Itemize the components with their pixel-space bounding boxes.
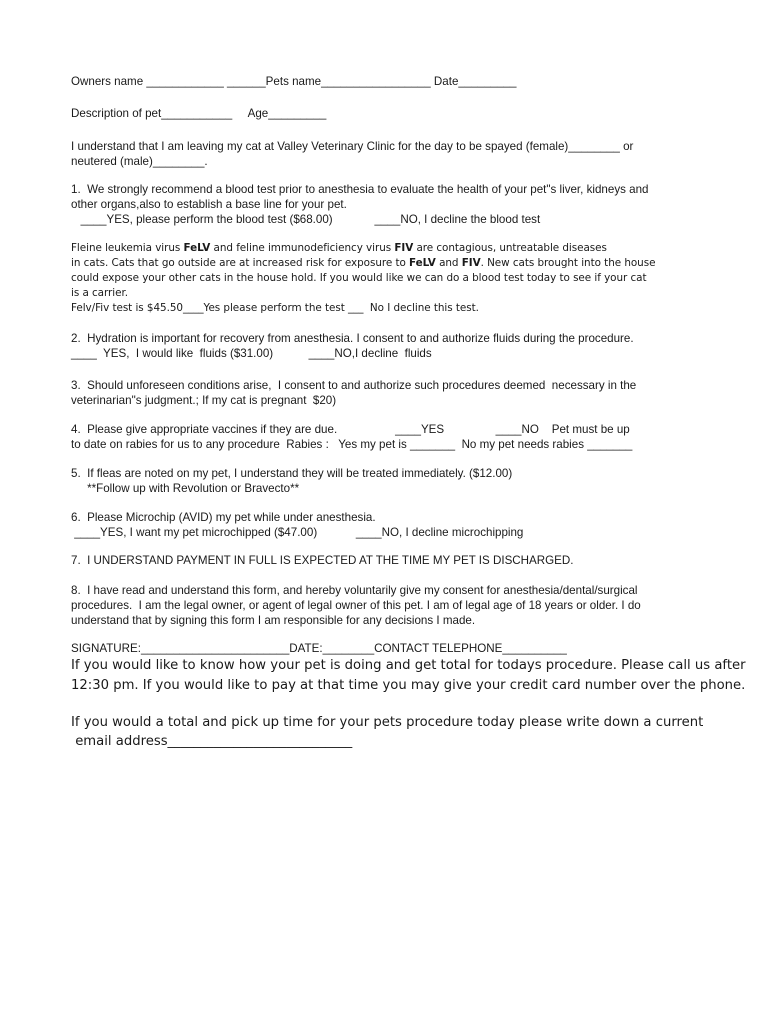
felv-test-choice[interactable]: Felv/Fiv test is $45.50____Yes please perform the test ___ No I decline this test. bbox=[71, 302, 479, 314]
call-note-line-1: If you would like to know how your pet is doing and get total for todays procedure. Please call us after bbox=[71, 658, 746, 673]
item-8-line-2: procedures. I am the legal owner, or agent of legal owner of this pet. I am of legal age of 18 years or older. I do bbox=[71, 599, 641, 612]
felv-line-4: is a carrier. bbox=[71, 287, 128, 299]
vaccines-choice[interactable]: 4. Please give appropriate vaccines if they are due. ____YES ____NO Pet must be up bbox=[71, 423, 630, 436]
item-3-line-2: veterinarian"s judgment.; If my cat is pregnant $20) bbox=[71, 394, 337, 407]
item-6-line-1: 6. Please Microchip (AVID) my pet while under anesthesia. bbox=[71, 511, 376, 524]
felv-line-3: could expose your other cats in the house hold. If you would like we can do a blood test today to see if your cat bbox=[71, 272, 647, 284]
item-7-payment-notice: 7. I UNDERSTAND PAYMENT IN FULL IS EXPECTED AT THE TIME MY PET IS DISCHARGED. bbox=[71, 554, 574, 567]
pet-description-age-line[interactable]: Description of pet___________ Age_________ bbox=[71, 107, 327, 120]
felv-line-2: in cats. Cats that go outside are at increased risk for exposure to FeLV and FIV. New cats brought into the house bbox=[71, 257, 656, 269]
owner-pet-date-line[interactable]: Owners name ____________ ______Pets name_________________ Date_________ bbox=[71, 75, 517, 88]
item-1-line-1: 1. We strongly recommend a blood test prior to anesthesia to evaluate the health of your pet"s liver, kidneys and bbox=[71, 183, 649, 196]
signature-date-telephone-line[interactable]: SIGNATURE:_______________________DATE:________CONTACT TELEPHONE__________ bbox=[71, 642, 567, 655]
microchip-choice[interactable]: ____YES, I want my pet microchipped ($47.00) ____NO, I decline microchipping bbox=[71, 526, 524, 539]
felv-line-1: Fleine leukemia virus FeLV and feline immunodeficiency virus FIV are contagious, untreatable diseases bbox=[71, 242, 607, 254]
item-2-line-1: 2. Hydration is important for recovery from anesthesia. I consent to and authorize fluids during the procedure. bbox=[71, 332, 634, 345]
call-note-line-2: 12:30 pm. If you would like to pay at that time you may give your credit card number over the phone. bbox=[71, 678, 746, 693]
item-1-line-2: other organs,also to establish a base line for your pet. bbox=[71, 198, 347, 211]
item-5-line-2: **Follow up with Revolution or Bravecto** bbox=[71, 482, 300, 495]
item-5-line-1: 5. If fleas are noted on my pet, I understand they will be treated immediately. ($12.00) bbox=[71, 467, 513, 480]
item-8-line-1: 8. I have read and understand this form, and hereby voluntarily give my consent for anesthesia/dental/surgical bbox=[71, 584, 638, 597]
email-note-line-1: If you would a total and pick up time for your pets procedure today please write down a current bbox=[71, 715, 704, 730]
email-address-line[interactable]: email address____________________________ bbox=[71, 734, 353, 749]
rabies-choice[interactable]: to date on rabies for us to any procedure Rabies : Yes my pet is _______ No my pet needs rabies _______ bbox=[71, 438, 633, 451]
item-3-line-1: 3. Should unforeseen conditions arise, I consent to and authorize such procedures deemed necessary in the bbox=[71, 379, 637, 392]
intro-line-2: neutered (male)________. bbox=[71, 155, 208, 168]
item-8-line-3: understand that by signing this form I am responsible for any decisions I made. bbox=[71, 614, 476, 627]
blood-test-choice[interactable]: ____YES, please perform the blood test ($68.00) ____NO, I decline the blood test bbox=[71, 213, 541, 226]
fluids-choice[interactable]: ____ YES, I would like fluids ($31.00) ____NO,I decline fluids bbox=[71, 347, 432, 360]
intro-line-1: I understand that I am leaving my cat at Valley Veterinary Clinic for the day to be spayed (female)________ or bbox=[71, 140, 634, 153]
